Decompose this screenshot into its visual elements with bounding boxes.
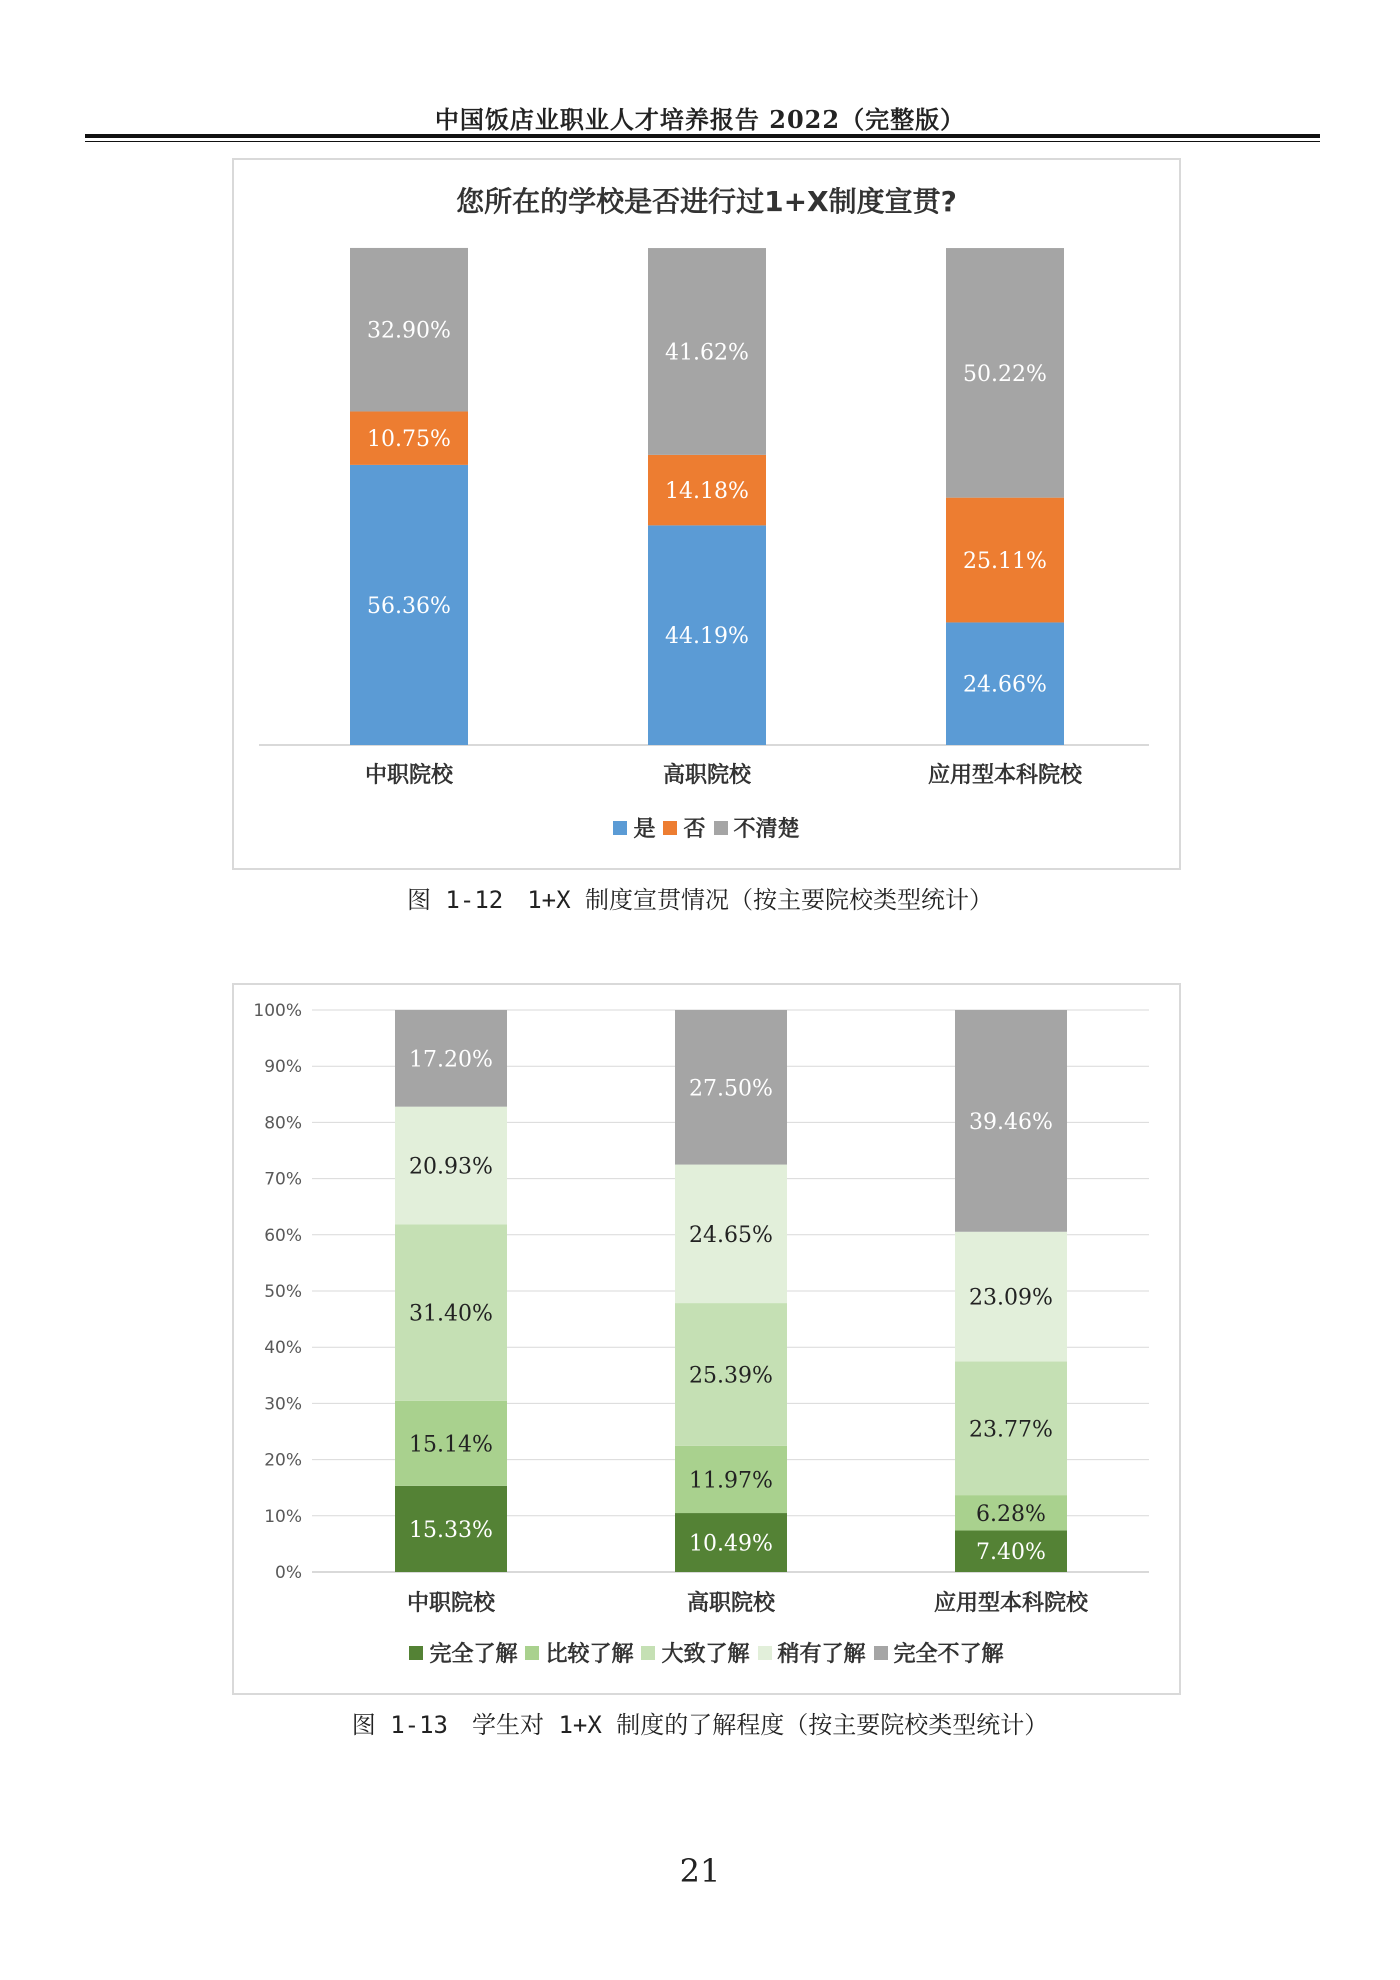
chart-2-data-label: 10.49% [689, 1531, 773, 1557]
chart-2-data-label: 11.97% [689, 1468, 773, 1494]
chart-1-data-label: 41.62% [665, 340, 749, 366]
chart-2-y-tick-label: 80% [264, 1113, 302, 1134]
chart-2-legend-label: 完全不了解 [893, 1642, 1004, 1667]
chart-1-data-label: 24.66% [963, 672, 1047, 698]
chart-1-data-label: 10.75% [367, 427, 451, 453]
chart-1-category-label: 高职院校 [662, 763, 752, 788]
chart-1-title: 您所在的学校是否进行过1+X制度宣贯? [456, 185, 957, 218]
chart-1-frame [232, 158, 1181, 870]
chart-2-data-label: 7.40% [976, 1540, 1046, 1566]
chart-2-legend-item [525, 1637, 633, 1668]
chart-2-plot [234, 985, 1179, 1625]
chart-2-y-tick-label: 20% [264, 1450, 302, 1471]
chart-1-data-label: 44.19% [665, 624, 749, 650]
chart-2-legend-label: 大致了解 [661, 1642, 750, 1667]
chart-2-legend-swatch [874, 1646, 888, 1660]
chart-2-y-tick-label: 100% [253, 1001, 302, 1021]
chart-1-legend-swatch [663, 821, 677, 835]
figure-1-caption: 图 1-12 1+X 制度宣贯情况（按主要院校类型统计） [406, 886, 994, 914]
chart-2-legend-label: 完全了解 [429, 1642, 518, 1667]
chart-2-data-label: 31.40% [409, 1301, 493, 1327]
chart-2-category-label: 中职院校 [406, 1591, 496, 1616]
chart-2-y-tick-label: 30% [264, 1394, 302, 1415]
figure-2-caption: 图 1-13 学生对 1+X 制度的了解程度（按主要院校类型统计） [351, 1711, 1049, 1739]
chart-2-legend-item [641, 1637, 749, 1668]
chart-1-data-label: 56.36% [367, 593, 451, 619]
chart-1-data-label: 50.22% [963, 361, 1047, 387]
chart-2-y-tick-label: 10% [264, 1506, 302, 1527]
chart-2-frame [232, 983, 1181, 1695]
chart-2-data-label: 39.46% [969, 1109, 1053, 1135]
header-rule-thin [85, 141, 1320, 142]
chart-2-data-label: 24.65% [689, 1222, 773, 1248]
chart-1-legend-item [714, 812, 800, 843]
chart-2-legend-item [409, 1637, 517, 1668]
chart-2-data-label: 25.39% [689, 1363, 773, 1389]
page-number: 21 [679, 1852, 721, 1890]
chart-2-legend-swatch [641, 1646, 655, 1660]
chart-2-y-tick-label: 90% [264, 1057, 302, 1078]
chart-2-legend-swatch [525, 1646, 539, 1660]
chart-1-legend-item [663, 812, 705, 843]
chart-1-legend-swatch [613, 821, 627, 835]
chart-1-data-label: 14.18% [665, 479, 749, 505]
chart-1-data-label: 32.90% [367, 318, 451, 344]
chart-1-legend-label: 不清楚 [733, 817, 800, 842]
chart-2-legend-swatch [758, 1646, 772, 1660]
chart-2-legend-item [758, 1637, 866, 1668]
header-rule-thick [85, 134, 1320, 138]
chart-1-category-label: 中职院校 [364, 763, 454, 788]
chart-1-legend-label: 是 [633, 817, 656, 842]
chart-1-legend-swatch [714, 821, 728, 835]
chart-2-y-tick-label: 40% [264, 1338, 302, 1359]
chart-2-data-label: 27.50% [689, 1076, 773, 1102]
chart-2-data-label: 17.20% [409, 1047, 493, 1073]
chart-1-legend-item [613, 812, 655, 843]
chart-2-category-label: 应用型本科院校 [933, 1591, 1089, 1616]
chart-2-y-tick-label: 70% [264, 1169, 302, 1190]
chart-2-y-tick-label: 60% [264, 1225, 302, 1246]
chart-2-data-label: 15.14% [409, 1432, 493, 1458]
page-header-title: 中国饭店业职业人才培养报告 2022（完整版） [434, 105, 966, 134]
chart-2-legend-label: 稍有了解 [777, 1642, 866, 1667]
chart-1-data-label: 25.11% [963, 549, 1047, 575]
chart-1-legend-label: 否 [683, 817, 706, 842]
chart-2-y-tick-label: 50% [264, 1282, 302, 1302]
chart-2-data-label: 6.28% [976, 1501, 1046, 1527]
chart-2-legend [234, 1637, 1179, 1668]
chart-2-legend-item [874, 1637, 1004, 1668]
chart-2-data-label: 20.93% [409, 1154, 493, 1180]
chart-2-data-label: 23.77% [969, 1417, 1053, 1443]
chart-2-data-label: 15.33% [409, 1517, 493, 1543]
chart-2-y-tick-label: 0% [275, 1563, 302, 1583]
chart-2-legend-swatch [409, 1646, 423, 1660]
chart-2-category-label: 高职院校 [686, 1591, 776, 1616]
chart-2-legend-label: 比较了解 [545, 1642, 634, 1667]
chart-2-data-label: 23.09% [969, 1285, 1053, 1311]
chart-1-category-label: 应用型本科院校 [927, 763, 1083, 788]
chart-1-legend [234, 812, 1179, 843]
chart-1-plot [234, 160, 1179, 800]
